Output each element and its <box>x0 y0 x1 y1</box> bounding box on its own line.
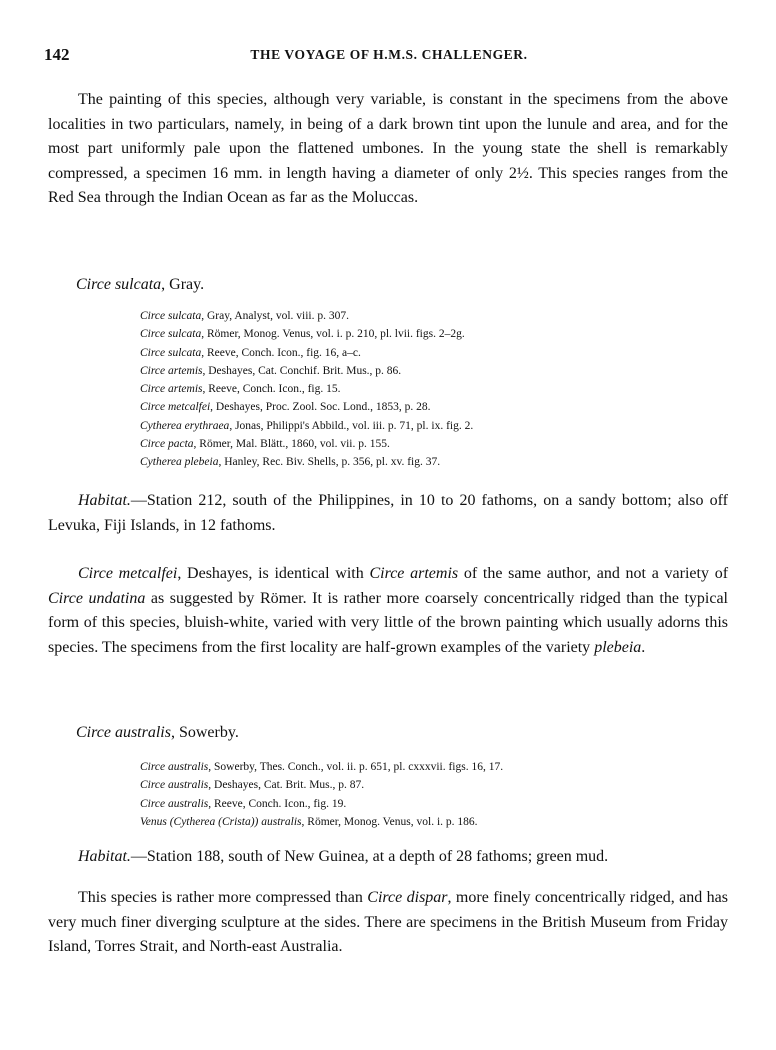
running-title: THE VOYAGE OF H.M.S. CHALLENGER. <box>250 47 528 62</box>
synonymy-list <box>140 307 640 472</box>
species-heading <box>76 276 204 294</box>
remarks-paragraph: Circe metcalfei, Deshayes, is identical with Circe artemis of the same author, and not a variety of Circe undatina as suggested by Römer. It is rather more coarsely concentrically ridged than the typical form of this species, bluish-white, varied with very little of the brown painting which usually adorns this species. The specimens from the first locality are half-grown examples of the variety plebeia. <box>48 565 729 656</box>
habitat-paragraph: Habitat.—Station 188, south of New Guinea, at a depth of 28 fathoms; green mud. <box>78 848 609 865</box>
synonymy-list <box>140 758 700 831</box>
habitat-label: Habitat. <box>78 492 131 509</box>
synonymy-entry: Circe artemis, Deshayes, Cat. Conchif. Brit. Mus., p. 86. <box>140 364 402 377</box>
intro-paragraph: The painting of this species, although very variable, is constant in the specimens from the above localities in two particulars, namely, in being of a dark brown tint upon the lunule and area, and for the most part uniformly pale upon the flattened umbones. In the young state the shell is remarkably compressed, a specimen 16 mm. in length having a diameter of only 2½. This species ranges from the Red Sea through the Indian Ocean as far as the Moluccas. <box>48 91 728 206</box>
synonymy-entry: Circe sulcata, Reeve, Conch. Icon., fig. 16, a–c. <box>140 346 361 359</box>
synonymy-entry: Circe australis, Deshayes, Cat. Brit. Mus., p. 87. <box>140 779 365 792</box>
synonymy-entry: Circe pacta, Römer, Mal. Blätt., 1860, vol. vii. p. 155. <box>140 438 390 451</box>
habitat-paragraph: Habitat.—Station 212, south of the Philippines, in 10 to 20 fathoms, on a sandy bottom; also off Levuka, Fiji Islands, in 12 fathoms. <box>48 492 728 534</box>
remarks-paragraph: This species is rather more compressed than Circe dispar, more finely concentrically ridged, and has very much finer diverging sculpture at the sides. There are specimens in the British Museum from Friday Island, Torres Strait, and North-east Australia. <box>48 889 728 955</box>
synonymy-entry: Cytherea plebeia, Hanley, Rec. Biv. Shells, p. 356, pl. xv. fig. 37. <box>140 456 441 469</box>
synonymy-entry: Circe australis, Sowerby, Thes. Conch., vol. ii. p. 651, pl. cxxxvii. figs. 16, 17. <box>140 761 504 773</box>
habitat-label: Habitat. <box>78 848 131 865</box>
page-number: 142 <box>44 45 70 64</box>
page-header <box>44 45 734 69</box>
species-author: , Gray. <box>161 276 205 293</box>
synonymy-entry: Circe artemis, Reeve, Conch. Icon., fig. 15. <box>140 383 341 396</box>
species-author: , Sowerby. <box>170 724 239 741</box>
synonymy-entry: Circe sulcata, Gray, Analyst, vol. viii. p. 307. <box>140 310 350 322</box>
species-name: Circe sulcata <box>76 276 162 293</box>
synonymy-entry: Cytherea erythraea, Jonas, Philippi's Abbild., vol. iii. p. 71, pl. ix. fig. 2. <box>140 419 474 432</box>
synonymy-entry: Circe metcalfei, Deshayes, Proc. Zool. Soc. Lond., 1853, p. 28. <box>140 401 431 414</box>
species-heading <box>76 724 239 742</box>
synonymy-entry: Circe australis, Reeve, Conch. Icon., fig. 19. <box>140 797 347 810</box>
synonymy-entry: Venus (Cytherea (Crista)) australis, Römer, Monog. Venus, vol. i. p. 186. <box>140 815 478 828</box>
synonymy-entry: Circe sulcata, Römer, Monog. Venus, vol. i. p. 210, pl. lvii. figs. 2–2g. <box>140 328 465 341</box>
species-name: Circe australis <box>76 724 171 741</box>
